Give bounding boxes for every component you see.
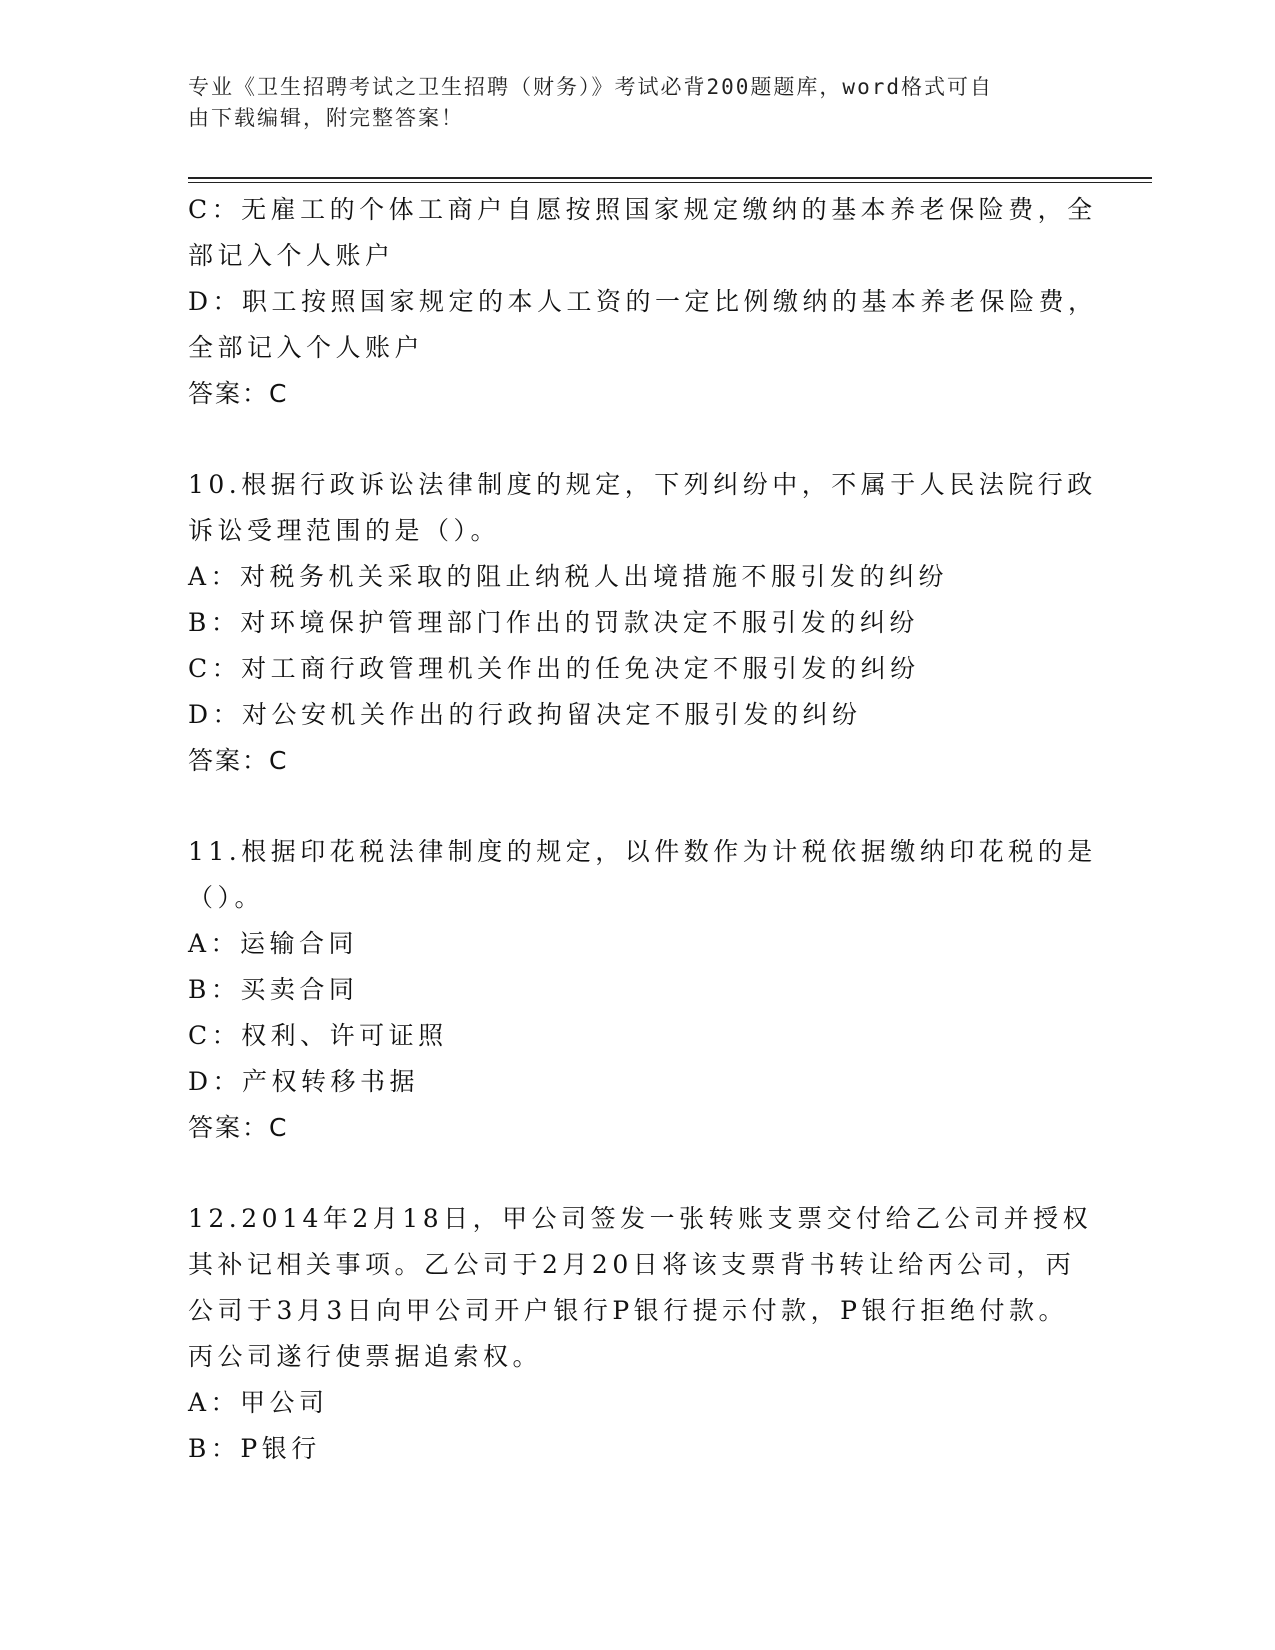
question-10 (188, 462, 1097, 784)
option-a: A：甲公司 (188, 1388, 329, 1417)
answer-line: 答案：C (188, 379, 289, 408)
question-11 (188, 829, 1097, 1151)
question-9-continuation (188, 187, 1098, 417)
document-body (188, 187, 1098, 1472)
header-line-2: 由下载编辑，附完整答案！ (188, 106, 464, 130)
option-a: A：运输合同 (188, 929, 359, 958)
option-a: A：对税务机关采取的阻止纳税人出境措施不服引发的纠纷 (188, 562, 949, 591)
question-stem-line-1: 11.根据印花税法律制度的规定，以件数作为计税依据缴纳印花税的是 (188, 837, 1097, 866)
option-d-line-2: 全部记入个人账户 (188, 333, 425, 362)
question-stem-line-3: 公司于3月3日向甲公司开户银行P银行提示付款，P银行拒绝付款。 (188, 1296, 1068, 1325)
spacer (188, 1151, 1088, 1196)
spacer (188, 784, 1088, 829)
answer-line: 答案：C (188, 746, 289, 775)
question-stem-line-2: 其补记相关事项。乙公司于2月20日将该支票背书转让给丙公司，丙 (188, 1250, 1076, 1279)
header-divider-thin (188, 182, 1152, 183)
question-stem-line-1: 10.根据行政诉讼法律制度的规定，下列纠纷中，不属于人民法院行政 (188, 470, 1097, 499)
header-divider-thick (188, 177, 1152, 179)
option-c-line-2: 部记入个人账户 (188, 241, 395, 270)
option-c: C：对工商行政管理机关作出的任免决定不服引发的纠纷 (188, 654, 920, 683)
option-d: D：对公安机关作出的行政拘留决定不服引发的纠纷 (188, 700, 862, 729)
option-d-line-1: D：职工按照国家规定的本人工资的一定比例缴纳的基本养老保险费， (188, 287, 1098, 316)
option-c-line-1: C：无雇工的个体工商户自愿按照国家规定缴纳的基本养老保险费，全 (188, 195, 1097, 224)
question-stem-line-4: 丙公司遂行使票据追索权。 (188, 1342, 543, 1371)
option-d: D：产权转移书据 (188, 1067, 420, 1096)
option-c: C：权利、许可证照 (188, 1021, 448, 1050)
document-header (188, 72, 1068, 134)
spacer (188, 417, 1088, 462)
answer-line: 答案：C (188, 1113, 289, 1142)
question-stem-line-1: 12.2014年2月18日，甲公司签发一张转账支票交付给乙公司并授权 (188, 1204, 1093, 1233)
option-b: B：对环境保护管理部门作出的罚款决定不服引发的纠纷 (188, 608, 919, 637)
question-12 (188, 1196, 1093, 1472)
option-b: B：P银行 (188, 1434, 321, 1463)
option-b: B：买卖合同 (188, 975, 359, 1004)
question-stem-line-2: （）。 (188, 883, 265, 912)
question-stem-line-2: 诉讼受理范围的是（）。 (188, 516, 501, 545)
header-line-1: 专业《卫生招聘考试之卫生招聘（财务）》考试必背200题题库，word格式可自 (188, 75, 993, 99)
